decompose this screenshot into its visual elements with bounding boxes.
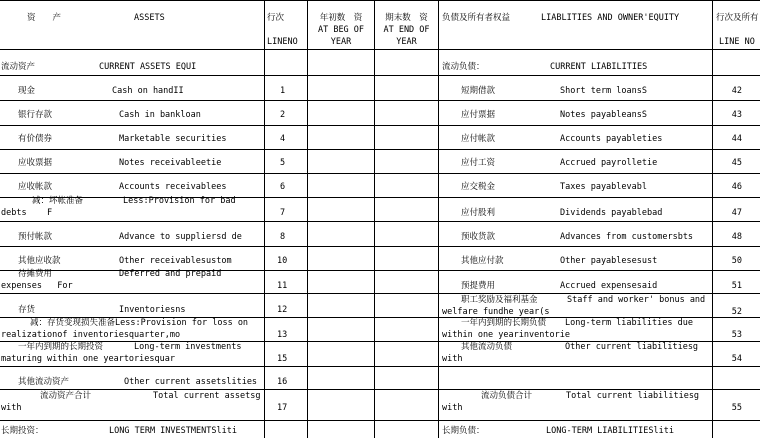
asset-row-label-en: Other current assetslities [124,377,258,387]
asset-row-label-en: Less:Provision for bad [123,196,236,206]
asset-row-continuation: debts F [1,208,53,218]
row-rule [0,221,760,222]
liability-row-line-number: 50 [731,256,742,266]
header-line2-cn: 行次及所有 [716,13,759,23]
header-beg-en-1: AT BEG OF [317,25,365,35]
row-rule [0,173,760,174]
liability-row-label-en: Accrued expensesaid [560,281,658,291]
liability-row-line-number: 51 [731,281,742,291]
liability-row-label-en: Other payablesesust [560,256,658,266]
liability-row-label-cn: 短期借款 [461,86,496,96]
header-lineno-cn: 行次 [267,13,285,23]
asset-row-label-en: Marketable securities [119,134,227,144]
row-rule [0,293,760,294]
top-border [0,0,760,1]
asset-row-label-cn: 其他流动资产 [18,377,70,387]
asset-row-label-cn: 现金 [18,86,36,96]
liability-row-label-en: Long-term liabilities due [565,318,693,328]
liability-row-label-cn: 应付股利 [461,208,496,218]
liability-row-continuation: with [442,354,463,364]
liability-row-label-cn: 一年内到期的长期负债 [461,318,547,328]
asset-row-label-en: Other receivablesustom [119,256,232,266]
header-beg-cn: 年初数 资 [319,13,363,23]
asset-row-label-cn: 一年内到期的长期投资 [18,342,104,352]
asset-row-label-cn: 存货 [18,305,36,315]
liability-row-label-en: Accounts payableties [560,134,663,144]
liability-row-line-number: 42 [731,86,742,96]
asset-row-label-cn: 预付帐款 [18,232,53,242]
liability-total-continuation: with [442,403,463,413]
section-long-term-liabilities-en: LONG-TERM LIABILITIESliti [546,426,674,436]
asset-row-line-number: 10 [277,256,288,266]
asset-row-label-en: Cash on handII [112,86,184,96]
section-long-term-investments-en: LONG TERM INVESTMENTSliti [109,426,237,436]
asset-row-continuation: expenses For [1,281,73,291]
section-current-assets-cn: 流动资产 [1,62,36,72]
asset-total-continuation: with [1,403,22,413]
asset-row-label-en: Inventoriesns [119,305,186,315]
header-bottom-border [0,49,760,50]
header-asset-cn: 资 产 [27,13,62,23]
asset-row-label-en: Deferred and prepaid [119,269,222,279]
liability-row-line-number: 43 [731,110,742,120]
header-liabilities-en: LIABLITIES AND OWNER'EQUITY [541,13,680,23]
liability-row-continuation: within one yearinventorie [442,330,570,340]
asset-total-line-number: 17 [277,403,288,413]
liability-row-label-cn: 应付票据 [461,110,496,120]
section-current-assets-en: CURRENT ASSETS EQUI [99,62,197,72]
row-rule [0,149,760,150]
col-divider [712,0,713,438]
liability-row-label-cn: 应付帐款 [461,134,496,144]
liability-row-continuation: welfare fundhe year(s [442,307,550,317]
col-divider [264,0,265,438]
section-current-liabilities-en: CURRENT LIABILITIES [550,62,648,72]
header-line2-en: LINE NO [719,37,755,47]
asset-row-label-cn: 减：存货变现损失准备Less:Provision for loss on [30,318,249,328]
asset-row-label-cn: 应收帐款 [18,182,53,192]
row-rule [0,270,760,271]
section-current-liabilities-cn: 流动负债： [442,62,485,72]
row-rule [0,246,760,247]
asset-row-label-cn: 银行存款 [18,110,53,120]
asset-row-label-cn: 其他应收款 [18,256,61,266]
liability-row-line-number: 53 [731,330,742,340]
liability-row-label-cn: 其他流动负债 [461,342,513,352]
liability-row-line-number: 47 [731,208,742,218]
asset-row-label-en: Accounts receivablees [119,182,227,192]
asset-row-line-number: 12 [277,305,288,315]
liability-row-label-en: Staff and worker' bonus and [567,295,706,305]
asset-row-label-en: Cash in bankloan [119,110,201,120]
liability-row-label-en: Dividends payablebad [560,208,663,218]
liability-row-label-en: Advances from customersbts [560,232,694,242]
asset-row-label-en: Notes receivableetie [119,158,222,168]
header-liabilities-cn: 负债及所有者权益 [442,13,511,23]
liability-row-label-cn: 预提费用 [461,281,496,291]
asset-row-line-number: 8 [280,232,286,242]
asset-row-label-en: Advance to suppliersd de [119,232,242,242]
liability-total-line-number: 55 [731,403,742,413]
asset-row-line-number: 11 [277,281,288,291]
col-divider [438,0,439,438]
asset-row-line-number: 16 [277,377,288,387]
row-rule [0,420,760,421]
liability-total-label-cn: 流动负债合计 [481,391,533,401]
liability-row-label-cn: 其他应付款 [461,256,504,266]
liability-row-line-number: 45 [731,158,742,168]
asset-total-label-cn: 流动资产合计 [40,391,92,401]
row-rule [0,389,760,390]
asset-row-continuation: realizationof inventoriesquarter,mo [1,330,181,340]
row-rule [0,100,760,101]
liability-row-label-en: Accrued payrolletie [560,158,658,168]
asset-row-line-number: 13 [277,330,288,340]
asset-row-line-number: 1 [280,86,286,96]
asset-row-label-cn: 应收票据 [18,158,53,168]
liability-total-label-en: Total current liabilitiesg [566,391,700,401]
section-long-term-liabilities-cn: 长期负债： [442,426,485,436]
liability-row-label-cn: 预收货款 [461,232,496,242]
asset-row-continuation: maturing within one yeartoriesquar [1,354,175,364]
liability-row-line-number: 52 [731,307,742,317]
section-long-term-investments-cn: 长期投资： [1,426,44,436]
liability-row-label-en: Other current liabilitiesg [565,342,699,352]
asset-row-label-cn: 减：坏帐准备 [32,196,84,206]
liability-row-line-number: 48 [731,232,742,242]
asset-total-label-en: Total current assetsg [153,391,261,401]
liability-row-label-en: Taxes payablevabl [560,182,647,192]
asset-row-label-en: Long-term investments [134,342,242,352]
liability-row-label-en: Short term loansS [560,86,647,96]
row-rule [0,197,760,198]
header-asset-en: ASSETS [134,13,165,23]
asset-row-line-number: 7 [280,208,286,218]
liability-row-line-number: 54 [731,354,742,364]
header-end-en-1: AT END OF [383,25,430,35]
liability-row-label-cn: 应付工资 [461,158,496,168]
liability-row-line-number: 46 [731,182,742,192]
liability-row-label-cn: 应交税金 [461,182,496,192]
header-beg-en-2: YEAR [330,37,352,47]
row-rule [0,75,760,76]
asset-row-line-number: 5 [280,158,286,168]
col-divider [374,0,375,438]
asset-row-line-number: 15 [277,354,288,364]
liability-row-label-en: Notes payableansS [560,110,647,120]
liability-row-label-cn: 职工奖励及福利基金 [461,295,538,305]
col-divider [307,0,308,438]
row-rule [0,366,760,367]
liability-row-line-number: 44 [731,134,742,144]
asset-row-line-number: 2 [280,110,286,120]
row-rule [0,125,760,126]
asset-row-label-cn: 待摊费用 [18,269,53,279]
header-end-cn: 期末数 资 [385,13,428,23]
asset-row-line-number: 6 [280,182,286,192]
header-end-en-2: YEAR [396,37,417,47]
asset-row-label-cn: 有价债券 [18,134,53,144]
header-lineno-en: LINENO [267,37,298,47]
asset-row-line-number: 4 [280,134,286,144]
